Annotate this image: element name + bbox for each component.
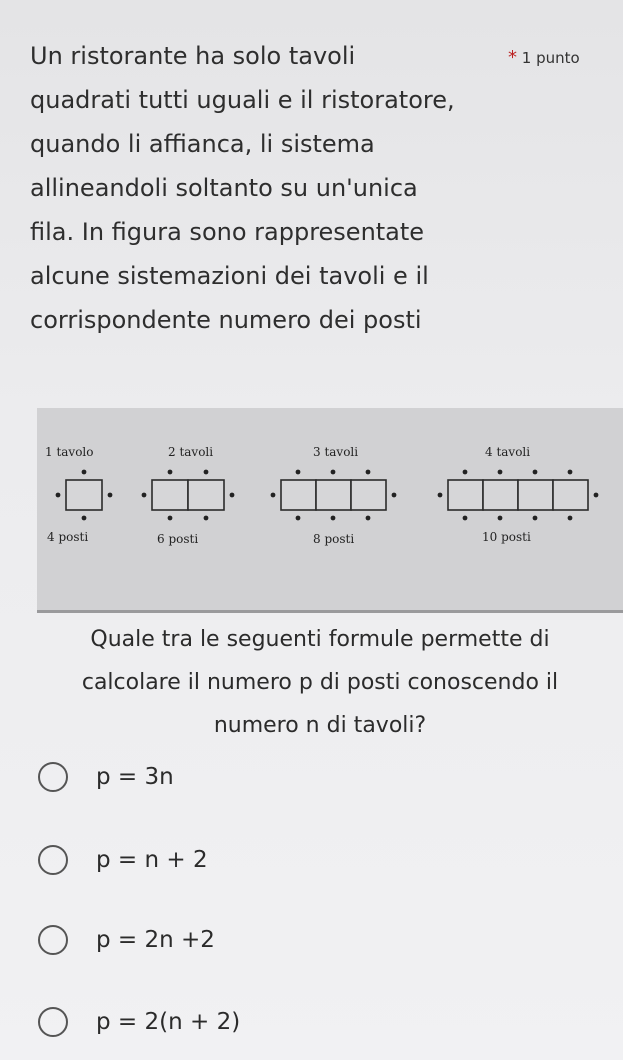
option-label: p = 2n +2 — [96, 927, 215, 953]
radio-button-icon[interactable] — [38, 845, 68, 875]
question-line: Quale tra le seguenti formule permette di — [90, 627, 550, 652]
seat-dot — [56, 493, 61, 498]
radio-button-icon[interactable] — [38, 762, 68, 792]
seat-dot — [392, 493, 397, 498]
table-group-4 — [438, 470, 599, 521]
radio-button-icon[interactable] — [38, 925, 68, 955]
seat-dot — [498, 470, 503, 475]
answer-option-3[interactable] — [38, 920, 215, 960]
seat-dot — [82, 516, 87, 521]
seat-dot — [296, 516, 301, 521]
table-group-1 — [56, 470, 113, 521]
seat-dot — [296, 470, 301, 475]
seat-dot — [594, 493, 599, 498]
intro-line: Un ristorante ha solo tavoli — [30, 42, 356, 70]
seat-dot — [463, 516, 468, 521]
tables-drawing — [37, 408, 623, 610]
points-label: 1 punto — [521, 49, 580, 67]
answer-option-1[interactable] — [38, 757, 174, 797]
seat-dot — [463, 470, 468, 475]
intro-line: alcune sistemazioni dei tavoli e il — [30, 262, 429, 290]
points-indicator — [508, 47, 580, 68]
group-tables-label: 4 tavoli — [485, 445, 531, 459]
seat-dot — [108, 493, 113, 498]
intro-line: allineandoli soltanto su un'unica — [30, 174, 418, 202]
group-tables-label: 1 tavolo — [45, 445, 94, 459]
required-marker: * — [508, 47, 517, 68]
table-square — [553, 480, 588, 510]
seat-dot — [331, 516, 336, 521]
option-label: p = 3n — [96, 764, 174, 790]
question-intro — [30, 34, 500, 342]
option-label: p = 2(n + 2) — [96, 1009, 241, 1035]
intro-line: quando li affianca, li sistema — [30, 130, 375, 158]
answer-option-4[interactable] — [38, 1002, 240, 1042]
seat-dot — [82, 470, 87, 475]
seat-dot — [230, 493, 235, 498]
seat-dot — [142, 493, 147, 498]
group-tables-label: 2 tavoli — [168, 445, 214, 459]
question-line: numero n di tavoli? — [213, 713, 427, 738]
seat-dot — [168, 516, 173, 521]
table-square — [66, 480, 102, 510]
table-square — [188, 480, 224, 510]
radio-button-icon[interactable] — [38, 1007, 68, 1037]
intro-line: quadrati tutti uguali e il ristoratore, — [30, 86, 455, 114]
seat-dot — [533, 516, 538, 521]
seat-dot — [168, 470, 173, 475]
seat-dot — [438, 493, 443, 498]
question-text — [40, 618, 600, 747]
seat-dot — [533, 470, 538, 475]
seat-dot — [366, 470, 371, 475]
table-square — [448, 480, 483, 510]
group-seats-label: 10 posti — [482, 530, 531, 544]
seat-dot — [498, 516, 503, 521]
group-seats-label: 8 posti — [313, 532, 355, 546]
group-seats-label: 6 posti — [157, 532, 199, 546]
table-square — [152, 480, 188, 510]
intro-line: fila. In figura sono rappresentate — [30, 218, 425, 246]
seat-dot — [568, 516, 573, 521]
question-line: calcolare il numero p di posti conoscendo il — [81, 670, 559, 695]
seat-dot — [331, 470, 336, 475]
table-square — [316, 480, 351, 510]
seat-dot — [204, 470, 209, 475]
tables-figure — [37, 408, 623, 613]
group-tables-label: 3 tavoli — [313, 445, 359, 459]
table-square — [518, 480, 553, 510]
seat-dot — [271, 493, 276, 498]
table-square — [483, 480, 518, 510]
seat-dot — [366, 516, 371, 521]
table-square — [351, 480, 386, 510]
intro-line: corrispondente numero dei posti — [30, 306, 422, 334]
answer-option-2[interactable] — [38, 840, 208, 880]
group-seats-label: 4 posti — [47, 530, 89, 544]
option-label: p = n + 2 — [96, 847, 208, 873]
table-group-3 — [271, 470, 397, 521]
table-square — [281, 480, 316, 510]
table-group-2 — [142, 470, 235, 521]
seat-dot — [568, 470, 573, 475]
seat-dot — [204, 516, 209, 521]
